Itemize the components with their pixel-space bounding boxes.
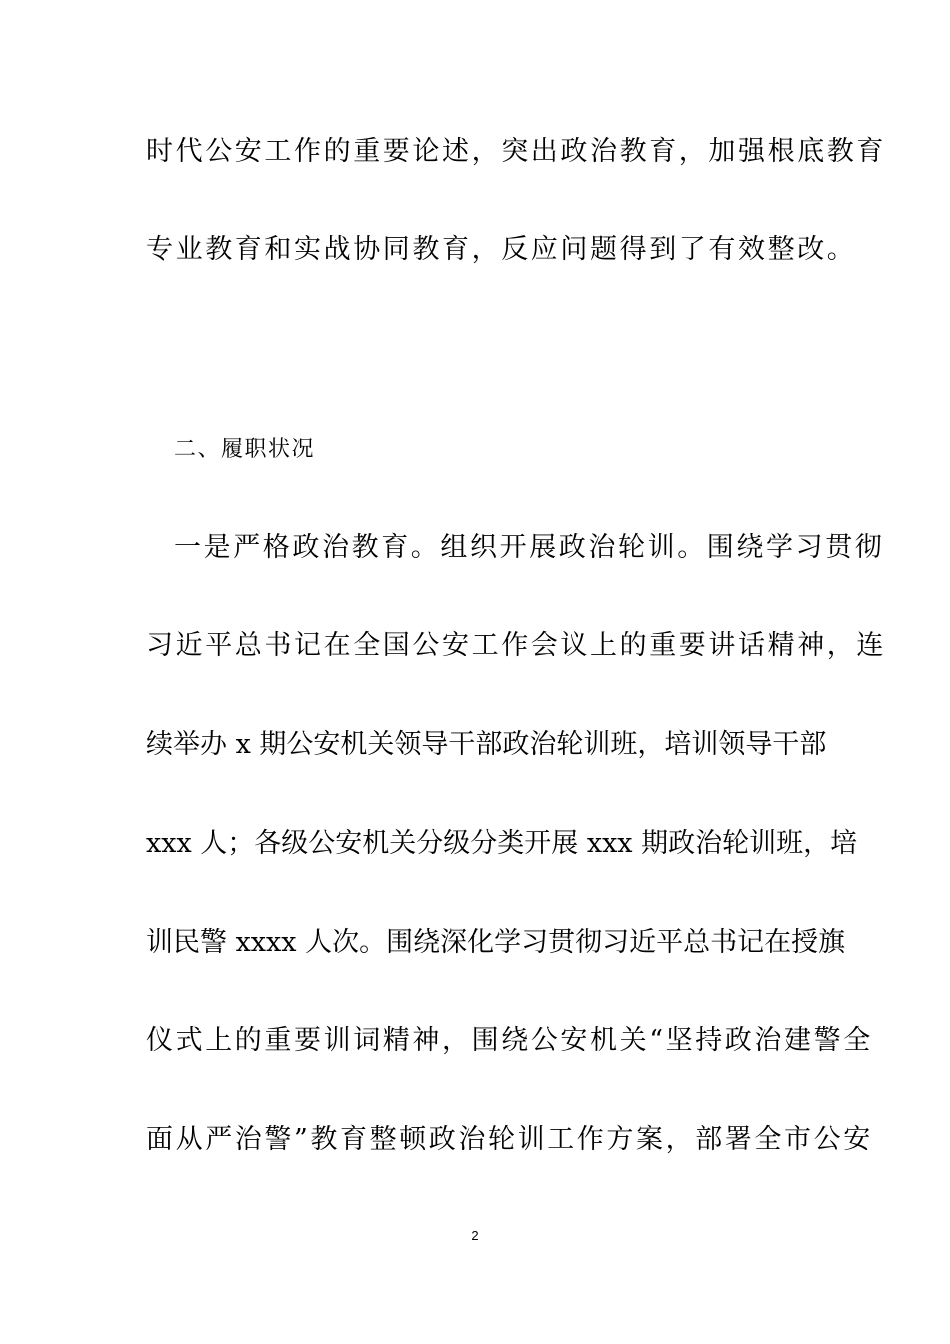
text-line: 面从严治警”教育整顿政治轮训工作方案，部署全市公安 <box>146 1124 873 1155</box>
text-line: 时代公安工作的重要论述，突出政治教育，加强根底教育 <box>146 136 886 167</box>
text-line: 仪式上的重要训词精神，围绕公安机关“坚持政治建警全 <box>146 1025 873 1056</box>
text-line: xxx 人；各级公安机关分级分类开展 xxx 期政治轮训班，培 <box>146 828 858 859</box>
text-line: 一是严格政治教育。组织开展政治轮训。围绕学习贯彻 <box>174 532 885 563</box>
text-line: 续举办 x 期公安机关领导干部政治轮训班，培训领导干部 <box>146 729 827 760</box>
text-line: 训民警 xxxx 人次。围绕深化学习贯彻习近平总书记在授旗 <box>146 927 846 958</box>
page-number: 2 <box>471 1228 479 1243</box>
text-line: 习近平总书记在全国公安工作会议上的重要讲话精神，连 <box>146 630 886 661</box>
section-heading: 二、履职状况 <box>174 437 316 462</box>
text-line: 专业教育和实战协同教育，反应问题得到了有效整改。 <box>146 234 857 265</box>
